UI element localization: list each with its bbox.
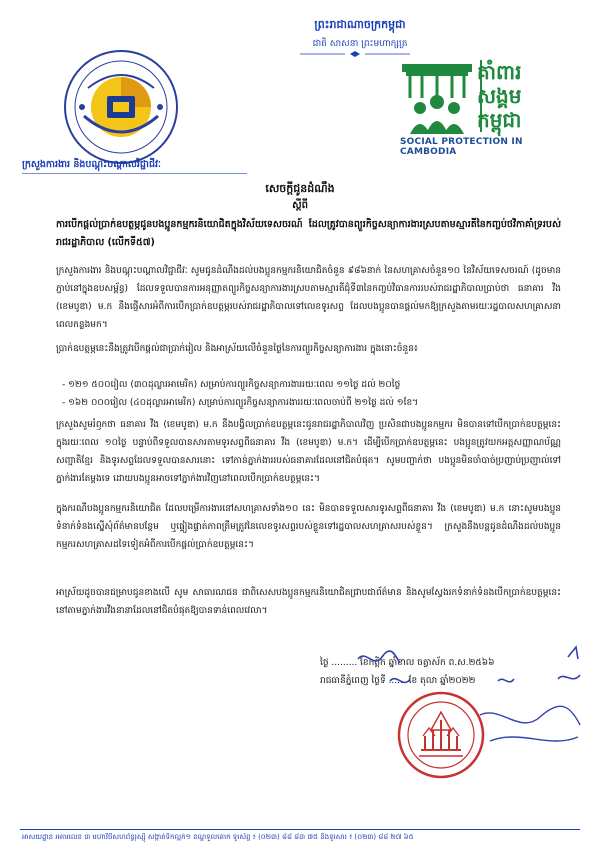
national-motto: ជាតិ សាសនា ព្រះមហាក្សត្រ (312, 39, 408, 49)
ministry-name: ក្រសួងការងារ និងបណ្តុះបណ្តាលវិជ្ជាជីវៈ (22, 159, 161, 170)
footer-divider (20, 829, 580, 830)
footer-address: អាសយដ្ឋាន អគារលេខ ៣ មហាវិថីសហព័ន្ធរុស្ស៊ី សង្កាត់ទឹកល្អក់១ ខណ្ឌទួលគោក ទូរស័ព្ទ ៖ (០២៣) ៨៨ ៨៣ ៧៥ និងទូរសារ ៖ (០២៣) ៨៨ ២៧ ៦៥ (22, 833, 414, 841)
paragraph-4: ក្នុងករណីបងប្អូនកម្មករនិយោជិត ដែលបម្រើការងារនៅសហគ្រាសទាំង១០ នេះ មិនបានទទួលសារទូរសព្ទពីធនាគារ វីង (ខេមបូឌា) ម.ក នោះសូមបងប្អូនទំនាក់ទំនងស្នើសុំព័ត៌មានបន្ថែម ឬផ្ទៀងផ្ទាត់ភាពត្រឹមត្រូវនៃលេខទូរសព្ទរបស់ខ្លួនទៅរដ្ឋបាលសហគ្រាសរបស់ខ្លួន។ ក្រសួងនឹងបន្តជូនដំណឹងដល់បងប្អូនកម្មករសហគ្រាសដទៃទៀតអំពីការបើកផ្តល់ប្រាក់ឧបត្ថម្ភនេះ។ (56, 504, 561, 550)
amount-item-1: - ១២១ ៥០០រៀល (៣០ដុល្លារអាមេរិក) សម្រាប់ការព្យួរកិច្ចសន្យាការងាររយៈពេល ១១ថ្ងៃ ដល់ ២០ថ្ងៃ (62, 380, 401, 390)
social-protection-emblem (398, 58, 476, 136)
date-solar: រាជធានីភ្នំពេញ ថ្ងៃទី ...... ខែ តុលា ឆ្នាំ២០២២ (320, 676, 476, 686)
paragraph-1: ក្រសួងការងារ និងបណ្តុះបណ្តាលវិជ្ជាជីវៈ សូមជូនដំណឹងដល់បងប្អូនកម្មករនិយោជិតចំនួន ៩៨៦នាក់ នៃសហគ្រាសចំនួន១០ នៃវិស័យទេសចរណ៍ (ដូចមានភ្ជាប់នៅក្នុងឧបសម្ព័ន្ធ) ដែលទទួលបានការអនុញ្ញាតព្យួរកិច្ចសន្យាការងារស្របតាមស្មារតីជុំទី៣នៃកញ្ចប់វិធានការរបស់រាជរដ្ឋាភិបាលប្រាប់ថា ធនាគារ វីង (ខេមបូឌា) ម.ក នឹងផ្ញើសារអំពីការបើកប្រាក់ឧបត្ថម្ភរបស់រាជរដ្ឋាភិបាលទៅលេខទូរសព្ទ ដែលបងប្អូនបានផ្តល់មកឱ្យក្រសួងតាមរយៈរដ្ឋបាលសហគ្រាសនាពេលកន្លងមក។ (56, 266, 561, 330)
amount-item-2: - ១៦២ ០០០រៀល (៤០ដុល្លារអាមេរិក) សម្រាប់ការព្យួរកិច្ចសន្យាការងាររយៈពេលចាប់ពី ២១ថ្ងៃ ដល់ ១ខែ។ (62, 398, 419, 408)
sp-khmer-line-3: កម្ពុជា (477, 108, 522, 132)
ministry-logo (62, 48, 180, 166)
paragraph-5: អាស្រ័យដូចបានជម្រាបជូនខាងលើ សូម សាធារណជន ជាពិសេសបងប្អូនកម្មករនិយោជិតជ្រាបជាព័ត៌មាន និងសូមស្វែងរកទំនាក់ទំនងបើកប្រាក់ឧបត្ថម្ភនេះនៅតាមភ្នាក់ងារវីងនានាដែលនៅជិតបំផុតឱ្យបានទាន់ពេលវេលា។ (56, 588, 561, 616)
kingdom-heading: ព្រះរាជាណាចក្រកម្ពុជា (314, 18, 406, 31)
ministry-underline (22, 173, 247, 174)
paragraph-3: ក្រសួងសូមរំឭកថា ធនាគារ វីង (ខេមបូឌា) ម.ក នឹងបង្វិលប្រាក់ឧបត្ថម្ភនេះជូនរាជរដ្ឋាភិបាលវិញ ប្រសិនជាបងប្អូនកម្មករ មិនបានទៅបើកប្រាក់ឧបត្ថម្ភនេះ ក្នុងរយៈពេល ១០ថ្ងៃ បន្ទាប់ពីទទួលបានសារតាមទូរសព្ទពីធនាគារ វីង (ខេមបូឌា) ម.ក។ ដើម្បីបើកប្រាក់ឧបត្ថម្ភនេះ បងប្អូនត្រូវយកអត្តសញ្ញាណប័ណ្ណសញ្ជាតិខ្មែរ និងទូរសព្ទដែលទទួលបានសារនោះ ទៅកាន់ភ្នាក់ងាររបស់ធនាគារដែលនៅជិតបំផុត។ សូមបញ្ជាក់ថា បងប្អូនមិនចាំបាច់ប្រញាប់ប្រញាល់ទៅភ្នាក់ងារតែម្តងទេ ដោយបងប្អូនអាចទៅភ្នាក់ងារវិញនៅពេលបើកប្រាក់ឧបត្ថម្ភនេះ។ (56, 420, 561, 484)
notice-subtitle: ស្តីពី (292, 200, 308, 211)
social-protection-khmer (477, 60, 569, 132)
sp-khmer-line-1: គាំពារ (477, 60, 522, 84)
sp-khmer-line-2: សង្គម (477, 84, 522, 108)
social-protection-caption: SOCIAL PROTECTION IN CAMBODIA (400, 137, 523, 157)
official-seal (395, 690, 487, 780)
ornament-divider (300, 50, 410, 58)
date-lunar: ថ្ងៃ ......... ខែកត្តិក ឆ្នាំខាល ចត្វាស័ក ព.ស.២៥៦៦ (320, 658, 495, 668)
notice-title: សេចក្តីជូនដំណឹង (265, 182, 335, 195)
notice-subject: ការបើកផ្តល់ប្រាក់ឧបត្ថម្ភជូនបងប្អូនកម្មករនិយោជិតក្នុងវិស័យទេសចរណ៍ ដែលត្រូវបានព្យួរកិច្ចសន្យាការងារស្របតាមស្មារតីនៃកញ្ចប់ថវិកាគាំទ្ររបស់រាជរដ្ឋាភិបាល (លើកទី៥៧) (56, 219, 561, 248)
paragraph-2: ប្រាក់ឧបត្ថម្ភនេះនឹងត្រូវបើកផ្តល់ជាប្រាក់រៀល និងអាស្រ័យលើចំនួនថ្ងៃនៃការព្យួរកិច្ចសន្យាការងារ ក្នុងនោះចំនួន៖ (56, 344, 418, 354)
